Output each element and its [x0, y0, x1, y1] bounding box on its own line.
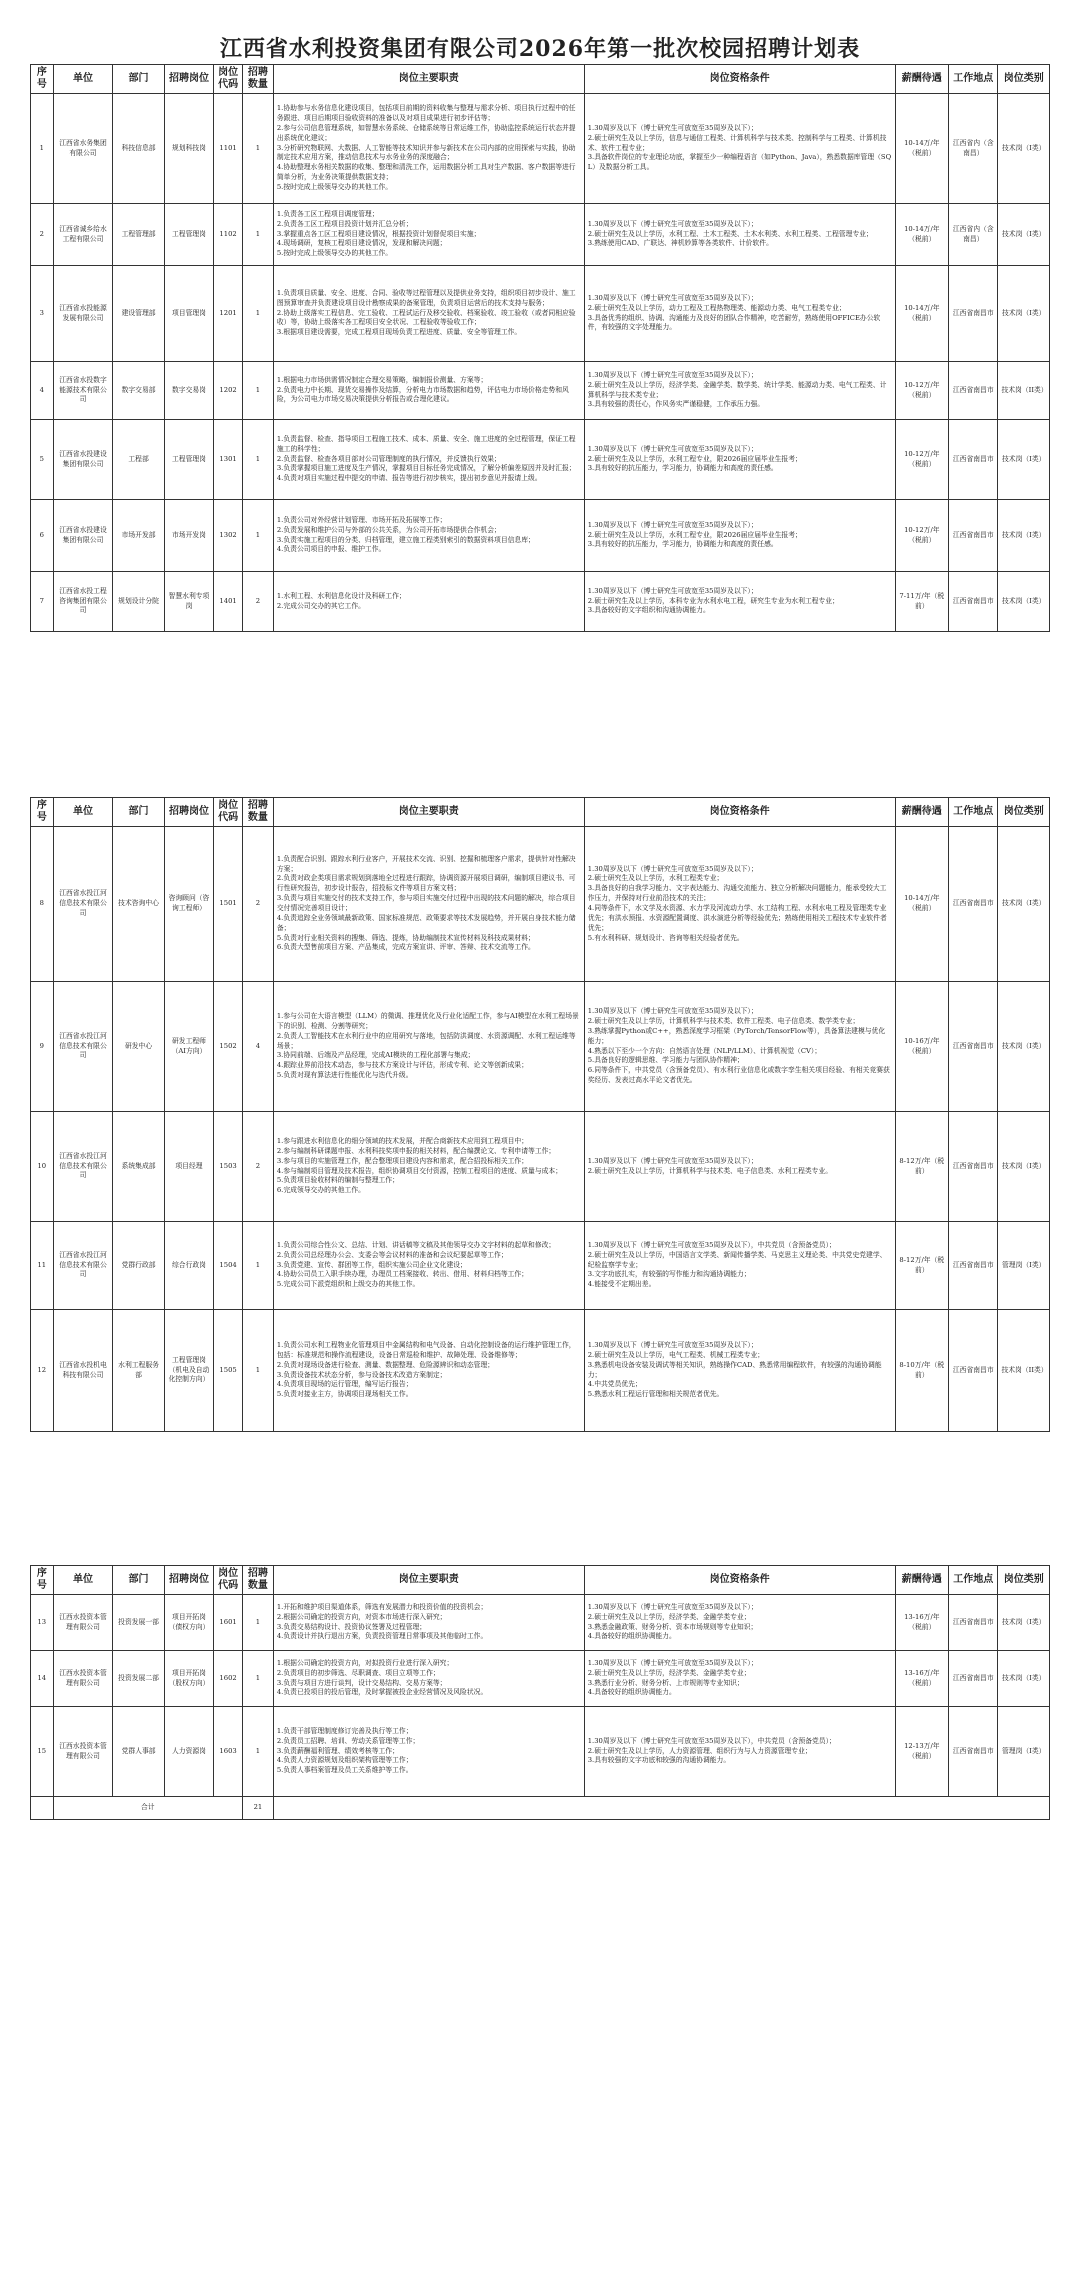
unit-cell: 江西省诚乡给水工程有限公司: [53, 204, 113, 266]
work-location-cell: 江西省南昌市: [949, 266, 998, 362]
requirements-cell: 1.30周岁及以下（博士研究生可放宽至35周岁及以下）； 2.硕士研究生及以上学历，经济学类、金融学类、数学类、统计学类、能源动力类、电气工程类、计算机科学与技术类专业； 3.具有较强的责任心，作风务实严谨稳健，工作承压力强。: [584, 362, 895, 420]
work-location-cell: 江西省南昌市: [949, 420, 998, 500]
post-cell: 工程管理岗: [164, 204, 213, 266]
row-number: 8: [31, 827, 54, 982]
post-type-cell: 技术岗（I类）: [998, 1651, 1050, 1707]
post-type-cell: 技术岗（I类）: [998, 1112, 1050, 1222]
post-code-cell: 1503: [214, 1112, 243, 1222]
work-location-cell: 江西省南昌市: [949, 500, 998, 572]
requirements-cell: 1.30周岁及以下（博士研究生可放宽至35周岁及以下）； 2.硕士研究生及以上学历，本科专业为水利水电工程，研究生专业为水利工程专业； 3.具备较好的文字组织和沟通协调能力。: [584, 572, 895, 632]
work-location-cell: 江西省南昌市: [949, 827, 998, 982]
table-row: [31, 827, 1050, 982]
work-location-cell: 江西省南昌市: [949, 1112, 998, 1222]
header-department-cell: 部门: [113, 1566, 164, 1595]
post-code-cell: 1102: [214, 204, 243, 266]
requirements-cell: 1.30周岁及以下（博士研究生可放宽至35周岁及以下）； 2.硕士研究生及以上学历，计算机科学与技术类、电子信息类、水利工程类专业。: [584, 1112, 895, 1222]
row-number: 13: [31, 1595, 54, 1651]
work-location-cell: 江西省南昌市: [949, 362, 998, 420]
department-cell: 投资发展一部: [113, 1595, 164, 1651]
row-number: 7: [31, 572, 54, 632]
header-post-cell: 招聘岗位: [164, 1566, 213, 1595]
total-label: 合计: [53, 1797, 242, 1820]
duties-cell: 1.参与跟进水利信息化的细分领域的技术发展，并配合商新技术应用到工程项目中； 2.参与编制科研课题申报、水利科技奖项申报的相关材料，配合编撰论文、专利申请等工作； 3.参与项目的实施管理工作，配合整理项目建设内容和需求，配合招投标相关工作； 4.参与编制项目管理及技术报告，组织协调项目交付资源，控制工程项目的进度、质量与成本； 5.负责项目验收材料的编制与整理工作； 6.完成领导交办的其他工作。: [273, 1112, 584, 1222]
header-salary-cell: 薪酬待遇: [895, 65, 949, 94]
salary-cell: 10-14万/年（税前）: [895, 204, 949, 266]
unit-cell: 江西省水投江河信息技术有限公司: [53, 1222, 113, 1310]
requirements-cell: 1.30周岁及以下（博士研究生可放宽至35周岁及以下）； 2.硕士研究生及以上学历，动力工程及工程热物理类、能源动力类、电气工程类专业； 3.具备优秀的组织、协调、沟通能力及良好的团队合作精神，吃苦耐劳，熟练使用OFFICE办公软件，有较强的文字处理能力。: [584, 266, 895, 362]
hire-count-cell: 1: [242, 362, 273, 420]
post-cell: 研发工程师（AI方向）: [164, 982, 213, 1112]
post-code-cell: 1202: [214, 362, 243, 420]
hire-count-cell: 1: [242, 94, 273, 204]
hire-count-cell: 1: [242, 500, 273, 572]
post-cell: 人力资源岗: [164, 1707, 213, 1797]
salary-cell: 10-16万/年（税前）: [895, 982, 949, 1112]
salary-cell: 13-16万/年（税前）: [895, 1595, 949, 1651]
hire-count-cell: 2: [242, 827, 273, 982]
post-code-cell: 1501: [214, 827, 243, 982]
header-salary-cell: 薪酬待遇: [895, 1566, 949, 1595]
unit-cell: 江西省水投江河信息技术有限公司: [53, 827, 113, 982]
post-cell: 综合行政岗: [164, 1222, 213, 1310]
header-post-type-cell: 岗位类别: [998, 1566, 1050, 1595]
row-number: 6: [31, 500, 54, 572]
department-cell: 系统集成部: [113, 1112, 164, 1222]
header-work-location-cell: 工作地点: [949, 1566, 998, 1595]
row-number: 2: [31, 204, 54, 266]
header-department-cell: 部门: [113, 798, 164, 827]
requirements-cell: 1.30周岁及以下（博士研究生可放宽至35周岁及以下）； 2.硕士研究生及以上学历，水利工程、土木工程类、土木水利类、水利工程类、工程管理专业； 3.熟练使用CAD、广联达、神机妙算等各类软件、计价软件。: [584, 204, 895, 266]
table-row: [31, 1112, 1050, 1222]
salary-cell: 10-12万/年（税前）: [895, 362, 949, 420]
salary-cell: 10-12万/年（税前）: [895, 420, 949, 500]
post-code-cell: 1504: [214, 1222, 243, 1310]
hire-count-cell: 1: [242, 1222, 273, 1310]
table-row: [31, 362, 1050, 420]
header-post-code-cell: 岗位代码: [214, 1566, 243, 1595]
work-location-cell: 江西省内（含南昌）: [949, 94, 998, 204]
department-cell: 投资发展二部: [113, 1651, 164, 1707]
unit-cell: 江西水投资本管理有限公司: [53, 1707, 113, 1797]
post-type-cell: 技术岗（I类）: [998, 94, 1050, 204]
work-location-cell: 江西省南昌市: [949, 982, 998, 1112]
page-title: 江西省水利投资集团有限公司2026年第一批次校园招聘计划表: [219, 36, 861, 62]
requirements-cell: 1.30周岁及以下（博士研究生可放宽至35周岁及以下）； 2.硕士研究生及以上学历，经济学类、金融学类专业； 3.熟悉行业分析、财务分析、上市规则等专业知识； 4.具备较好的组织协调能力。: [584, 1651, 895, 1707]
salary-cell: 10-14万/年（税前）: [895, 94, 949, 204]
hire-count-cell: 1: [242, 266, 273, 362]
post-code-cell: 1401: [214, 572, 243, 632]
post-cell: 工程管理岗（机电及自动化控制方向）: [164, 1310, 213, 1432]
hire-count-cell: 1: [242, 1651, 273, 1707]
post-type-cell: 技术岗（I类）: [998, 827, 1050, 982]
salary-cell: 8-12万/年（税前）: [895, 1222, 949, 1310]
header-unit-cell: 单位: [53, 798, 113, 827]
header-salary-cell: 薪酬待遇: [895, 798, 949, 827]
requirements-cell: 1.30周岁及以下（博士研究生可放宽至35周岁及以下），中共党员（含预备党员）； 2.硕士研究生及以上学历，中国语言文学类、新闻传播学类、马克思主义理论类、中共党史党建学、纪检监察学专业； 3.文字功底扎实，有较强的写作能力和沟通协调能力； 4.能接受不定期出差。: [584, 1222, 895, 1310]
post-cell: 项目管理岗: [164, 266, 213, 362]
row-number: 1: [31, 94, 54, 204]
department-cell: 工程部: [113, 420, 164, 500]
duties-cell: 1.负责各工区工程项目调度管理； 2.负责各工区工程项目投资计划并汇总分析； 3.掌握重点各工区工程项目建设情况，根据投资计划督促项目实施； 4.现场调研，复核工程项目建设情况，发现和解决问题； 5.按时完成上级领导交办的其他工作。: [273, 204, 584, 266]
header-work-location-cell: 工作地点: [949, 65, 998, 94]
unit-cell: 江西省水投能源发展有限公司: [53, 266, 113, 362]
department-cell: 规划设计分院: [113, 572, 164, 632]
department-cell: 水利工程服务部: [113, 1310, 164, 1432]
salary-cell: 10-14万/年（税前）: [895, 827, 949, 982]
recruitment-table-part-3: [30, 1565, 1050, 1820]
header-post-code-cell: 岗位代码: [214, 65, 243, 94]
department-cell: 数字交易部: [113, 362, 164, 420]
salary-cell: 8-10万/年（税前）: [895, 1310, 949, 1432]
header-department-cell: 部门: [113, 65, 164, 94]
total-row: [31, 1797, 1050, 1820]
unit-cell: 江西省水投建设集团有限公司: [53, 420, 113, 500]
salary-cell: 10-12万/年（税前）: [895, 500, 949, 572]
hire-count-cell: 1: [242, 1310, 273, 1432]
header-unit-cell: 单位: [53, 1566, 113, 1595]
post-code-cell: 1201: [214, 266, 243, 362]
unit-cell: 江西省水投数字能源技术有限公司: [53, 362, 113, 420]
header-requirements-cell: 岗位资格条件: [584, 1566, 895, 1595]
duties-cell: 1.负责公司水利工程物业化管理项目中金属结构和电气设备、自动化控制设备的运行维护管理工作，包括：标准规范和操作流程建设，设备日常巡检和维护、故障处理、设备维修等； 2.负责对现场设备进行检查、测量、数据整理、危险源辨识和动态管理； 3.负责设备技术状态分析，参与设备技术改造方案制定； 4.负责项目现场的运行管理，编写运行报告； 5.负责对接业主方，协调项目现场相关工作。: [273, 1310, 584, 1432]
unit-cell: 江西水投资本管理有限公司: [53, 1595, 113, 1651]
hire-count-cell: 4: [242, 982, 273, 1112]
recruitment-table-part-2: [30, 797, 1050, 1432]
post-type-cell: 技术岗（I类）: [998, 982, 1050, 1112]
department-cell: 党群人事部: [113, 1707, 164, 1797]
department-cell: 党群行政部: [113, 1222, 164, 1310]
post-code-cell: 1603: [214, 1707, 243, 1797]
header-work-location-cell: 工作地点: [949, 798, 998, 827]
work-location-cell: 江西省南昌市: [949, 1707, 998, 1797]
table-row: [31, 1595, 1050, 1651]
salary-cell: 12-13万/年（税前）: [895, 1707, 949, 1797]
header-requirements-cell: 岗位资格条件: [584, 65, 895, 94]
table-row: [31, 1222, 1050, 1310]
table-row: [31, 1651, 1050, 1707]
row-number: 9: [31, 982, 54, 1112]
post-cell: 咨询顾问（咨询工程师）: [164, 827, 213, 982]
header-duties-cell: 岗位主要职责: [273, 1566, 584, 1595]
hire-count-cell: 2: [242, 1112, 273, 1222]
work-location-cell: 江西省南昌市: [949, 1222, 998, 1310]
requirements-cell: 1.30周岁及以下（博士研究生可放宽至35周岁及以下）； 2.硕士研究生及以上学历，水利工程专业，限2026届应届毕业生报考； 3.具有较好的抗压能力，学习能力，协调能力和高度的责任感。: [584, 420, 895, 500]
row-number: 10: [31, 1112, 54, 1222]
header-hire-count-cell: 招聘数量: [242, 1566, 273, 1595]
hire-count-cell: 1: [242, 1595, 273, 1651]
header-hire-count-cell: 招聘数量: [242, 65, 273, 94]
table-row: [31, 94, 1050, 204]
work-location-cell: 江西省内（含南昌）: [949, 204, 998, 266]
post-code-cell: 1502: [214, 982, 243, 1112]
unit-cell: 江西省水投工程咨询集团有限公司: [53, 572, 113, 632]
header-post-cell: 招聘岗位: [164, 798, 213, 827]
duties-cell: 1.协助参与水务信息化建设项目，包括项目前期的资料收集与整理与需求分析、项目执行过程中的任务跟进、项目后期项目验收资料的准备以及对项目成果进行初步评估等； 2.参与公司信息管理系统，如智慧水务系统、仓储系统等日常运维工作，协助监控系统运行状态并提出系统优化建议； 3.分析研究物联网、大数据、人工智能等技术知识并参与新技术在公司内部的应用探索与实践，协助制定技术应用方案，推动信息技术与水务业务的深度融合； 4.协助整理水务相关数据的收集、整理和清洗工作，运用数据分析工具对生产数据、客户数据等进行简单分析，为业务决策提供数据支持； 5.按时完成上级领导交办的其他工作。: [273, 94, 584, 204]
row-number: 11: [31, 1222, 54, 1310]
table-row: [31, 204, 1050, 266]
post-code-cell: 1505: [214, 1310, 243, 1432]
table-row: [31, 982, 1050, 1112]
header-row-number: 序号: [31, 65, 54, 94]
requirements-cell: 1.30周岁及以下（博士研究生可放宽至35周岁及以下）； 2.硕士研究生及以上学历，水利工程类专业； 3.具备良好的自我学习能力、文字表达能力、沟通交流能力、独立分析解决问题能力，能承受较大工作压力，并保持对行业前沿技术的关注； 4.同等条件下，水文学及水资源、水力学及河流动力学、水工结构工程、水利水电工程及管理类专业优先；有洪水预报、水资源配置调度、洪水演进分析等经验优先；熟练使用相关工程技术专业软件者优先； 5.有水利科研、规划设计、咨询等相关经验者优先。: [584, 827, 895, 982]
post-cell: 项目开拓岗（债权方向）: [164, 1595, 213, 1651]
hire-count-cell: 1: [242, 204, 273, 266]
duties-cell: 1.负责监督、检查、指导项目工程施工技术、成本、质量、安全、施工进度的全过程管理，保证工程施工的科学性； 2.负责监督、检查各项目部对公司管理制度的执行情况，并反馈执行效果； 3.负责掌握项目施工进度及生产情况，掌握项目目标任务完成情况，了解分析偏差原因并及时汇报； 4.负责对项目实施过程中提交的申请、报告等进行初步核实，提出初步意见并报请上级。: [273, 420, 584, 500]
salary-cell: 13-16万/年（税前）: [895, 1651, 949, 1707]
work-location-cell: 江西省南昌市: [949, 1310, 998, 1432]
total-empty: [273, 1797, 1049, 1820]
unit-cell: 江西省水投江河信息技术有限公司: [53, 1112, 113, 1222]
unit-cell: 江西省水投建设集团有限公司: [53, 500, 113, 572]
table-header-row: [31, 65, 1050, 94]
hire-count-cell: 1: [242, 420, 273, 500]
hire-count-cell: 2: [242, 572, 273, 632]
table-row: [31, 266, 1050, 362]
department-cell: 建设管理部: [113, 266, 164, 362]
salary-cell: 7-11万/年（税前）: [895, 572, 949, 632]
post-cell: 数字交易岗: [164, 362, 213, 420]
total-spacer: [31, 1797, 54, 1820]
recruitment-table-part-1: [30, 64, 1050, 632]
header-row-number: 序号: [31, 1566, 54, 1595]
requirements-cell: 1.30周岁及以下（博士研究生可放宽至35周岁及以下）； 2.硕士研究生及以上学历，经济学类、金融学类专业； 3.熟悉金融政策、财务分析、资本市场规则等专业知识； 4.具备较好的组织协调能力。: [584, 1595, 895, 1651]
duties-cell: 1.负责配合识别、跟踪水利行业客户，开展技术交流、识别、挖掘和梳理客户需求，提供针对性解决方案； 2.负责对政企类项目需求规划到落地全过程进行跟踪，协调资源开展项目调研，编制项目建议书、可行性研究报告，初步设计报告，招投标文件等项目方案文档； 3.负责与项目实施交付的技术支持工作，参与项目实施交付过程中出现的技术问题的解决，综合项目交付情况完善项目设计； 4.负责追踪全业务领域最新政策、国家标准规范、政策要求等技术发展趋势，并开展自身技术能力储备； 5.负责对行业相关资料的搜集、筛选、提炼，协助编制技术宣传材料及科技成果材料； 6.负责大型售前项目方案、产品集成，完成方案宣讲、评审、答辩、技术交流等工作。: [273, 827, 584, 982]
row-number: 3: [31, 266, 54, 362]
duties-cell: 1.负责公司对外经营计划管理、市场开拓及拓展等工作； 2.负责发展和维护公司与外部的公共关系，为公司开拓市场提供合作机会； 3.负责实施工程项目的分类、归档管理，建立施工程类别索引的数据资料项目信息库； 4.负责公司项目的申报、维护工作。: [273, 500, 584, 572]
requirements-cell: 1.30周岁及以下（博士研究生可放宽至35周岁及以下）； 2.硕士研究生及以上学历，水利工程专业，限2026届应届毕业生报考； 3.具有较好的抗压能力，学习能力，协调能力和高度的责任感。: [584, 500, 895, 572]
duties-cell: 1.水利工程、水利信息化设计及科研工作； 2.完成公司交办的其它工作。: [273, 572, 584, 632]
unit-cell: 江西水投资本管理有限公司: [53, 1651, 113, 1707]
header-hire-count-cell: 招聘数量: [242, 798, 273, 827]
total-count: 21: [242, 1797, 273, 1820]
post-code-cell: 1101: [214, 94, 243, 204]
header-post-code-cell: 岗位代码: [214, 798, 243, 827]
post-type-cell: 技术岗（I类）: [998, 572, 1050, 632]
post-type-cell: 技术岗（II类）: [998, 362, 1050, 420]
duties-cell: 1.负责干部管理制度修订完善及执行等工作； 2.负责员工招聘、培训、劳动关系管理等工作； 3.负责薪酬福利管理、绩效考核等工作； 4.负责人力资源规划及组织架构管理等工作； 5.负责人事档案管理及员工关系维护等工作。: [273, 1707, 584, 1797]
row-number: 15: [31, 1707, 54, 1797]
post-type-cell: 技术岗（I类）: [998, 500, 1050, 572]
unit-cell: 江西省水务集团有限公司: [53, 94, 113, 204]
duties-cell: 1.负责公司综合性公文、总结、计划、讲话稿等文稿及其他领导交办文字材料的起草和修改； 2.负责公司总经理办公会、支委会等会议材料的准备和会议纪要起草等工作； 3.负责党建、宣传、群团等工作，组织实施公司企业文化建设； 4.协助公司员工入职手续办理，办理员工档案接收、转出、借用、材料归档等工作； 5.完成公司下派党组织和上级交办的其他工作。: [273, 1222, 584, 1310]
post-type-cell: 技术岗（II类）: [998, 1310, 1050, 1432]
post-type-cell: 技术岗（I类）: [998, 420, 1050, 500]
table-row: [31, 1310, 1050, 1432]
duties-cell: 1.参与公司在大语言模型（LLM）的微调、推理优化及行业化适配工作，参与AI模型在水利工程场景下的识别、检测、分割等研究； 2.负责人工智能技术在水利行业中的应用研究与落地，包括防洪调度、水资源调配、水利工程运维等场景； 3.协同前端、后端及产品经理，完成AI模块的工程化部署与集成； 4.跟踪业界前沿技术动态，参与技术方案设计与评估，形成专利、论文等创新成果； 5.负责对现有算法进行性能优化与迭代升级。: [273, 982, 584, 1112]
unit-cell: 江西省水投江河信息技术有限公司: [53, 982, 113, 1112]
post-type-cell: 管理岗（I类）: [998, 1707, 1050, 1797]
post-code-cell: 1602: [214, 1651, 243, 1707]
row-number: 14: [31, 1651, 54, 1707]
post-cell: 工程管理岗: [164, 420, 213, 500]
hire-count-cell: 1: [242, 1707, 273, 1797]
duties-cell: 1.开拓和维护项目渠道体系，筛选有发展潜力和投资价值的投资机会； 2.根据公司确定的投资方向，对资本市场进行深入研究； 3.负责交易结构设计、投资协议签署及过程管理； 4.负责设计并执行退出方案，负责投资管理日常事项及其他临时工作。: [273, 1595, 584, 1651]
post-code-cell: 1301: [214, 420, 243, 500]
header-post-type-cell: 岗位类别: [998, 798, 1050, 827]
department-cell: 工程管理部: [113, 204, 164, 266]
department-cell: 科技信息部: [113, 94, 164, 204]
post-cell: 项目经理: [164, 1112, 213, 1222]
unit-cell: 江西省水投机电科技有限公司: [53, 1310, 113, 1432]
duties-cell: 1.负责项目质量、安全、进度、合同、验收等过程管理以及提供业务支持，组织项目初步设计、施工图预算审查并负责建设项目设计勘察成果的备案管理，负责项目运营后的技术支持与服务； 2.协助上级落实工程信息、完工验收、工程试运行及移交验收、档案验收、竣工验收（或者同相应验收）等，协助上级落实各工程项目安全状况、工程验收等验收工作； 3.根据项目建设需要，完成工程项目现场负责工程进度、质量、安全等管理工作。: [273, 266, 584, 362]
row-number: 5: [31, 420, 54, 500]
post-cell: 市场开发岗: [164, 500, 213, 572]
table-header-row: [31, 1566, 1050, 1595]
duties-cell: 1.根据电力市场供需情况制定合理交易策略，编制报价测量、方案等； 2.负责电力中长期、现货交易操作及结算，分析电力市场数据和趋势，评估电力市场价格走势和风险，为公司电力市场交易决策提供分析报告或合理化建议。: [273, 362, 584, 420]
work-location-cell: 江西省南昌市: [949, 1595, 998, 1651]
requirements-cell: 1.30周岁及以下（博士研究生可放宽至35周岁及以下），中共党员（含预备党员）； 2.硕士研究生及以上学历，人力资源管理、组织行为与人力资源管理专业； 3.具有较强的文字功底和较强的沟通协调能力。: [584, 1707, 895, 1797]
post-cell: 项目开拓岗（股权方向）: [164, 1651, 213, 1707]
post-code-cell: 1302: [214, 500, 243, 572]
table-row: [31, 1707, 1050, 1797]
post-type-cell: 技术岗（I类）: [998, 1595, 1050, 1651]
requirements-cell: 1.30周岁及以下（博士研究生可放宽至35周岁及以下）； 2.硕士研究生及以上学历，信息与通信工程类、计算机科学与技术类、控制科学与工程类、计算机技术、软件工程专业； 3.具备软件岗位的专业理论功底，掌握至少一种编程语言（如Python、Java），熟悉数据库管理（SQL）及数据分析工具。: [584, 94, 895, 204]
header-duties-cell: 岗位主要职责: [273, 65, 584, 94]
salary-cell: 8-12万/年（税前）: [895, 1112, 949, 1222]
header-post-type-cell: 岗位类别: [998, 65, 1050, 94]
post-cell: 智慧水利专项岗: [164, 572, 213, 632]
header-requirements-cell: 岗位资格条件: [584, 798, 895, 827]
work-location-cell: 江西省南昌市: [949, 572, 998, 632]
header-post-cell: 招聘岗位: [164, 65, 213, 94]
post-type-cell: 技术岗（I类）: [998, 266, 1050, 362]
duties-cell: 1.根据公司确定的投资方向，对拟投资行业进行深入研究； 2.负责项目的初步筛选、尽职调查、项目立项等工作； 3.负责与项目方进行谈判，设计交易结构、交易方案等； 4.负责已投项目的投后管理，及时掌握被投企业经营情况及风险状况。: [273, 1651, 584, 1707]
header-duties-cell: 岗位主要职责: [273, 798, 584, 827]
row-number: 4: [31, 362, 54, 420]
work-location-cell: 江西省南昌市: [949, 1651, 998, 1707]
row-number: 12: [31, 1310, 54, 1432]
department-cell: 技术咨询中心: [113, 827, 164, 982]
table-row: [31, 572, 1050, 632]
table-header-row: [31, 798, 1050, 827]
department-cell: 研发中心: [113, 982, 164, 1112]
table-row: [31, 420, 1050, 500]
department-cell: 市场开发部: [113, 500, 164, 572]
post-type-cell: 技术岗（I类）: [998, 204, 1050, 266]
header-unit-cell: 单位: [53, 65, 113, 94]
salary-cell: 10-14万/年（税前）: [895, 266, 949, 362]
post-code-cell: 1601: [214, 1595, 243, 1651]
table-row: [31, 500, 1050, 572]
requirements-cell: 1.30周岁及以下（博士研究生可放宽至35周岁及以下）； 2.硕士研究生及以上学历，电气工程类、机械工程类专业； 3.熟悉机电设备安装及调试等相关知识，熟练操作CAD、熟悉常用编程软件，有较强的沟通协调能力； 4.中共党员优先； 5.熟悉水利工程运行管理和相关规范者优先。: [584, 1310, 895, 1432]
post-cell: 规划科技岗: [164, 94, 213, 204]
requirements-cell: 1.30周岁及以下（博士研究生可放宽至35周岁及以下）； 2.硕士研究生及以上学历，计算机科学与技术类、软件工程类、电子信息类、数学类专业； 3.熟练掌握Python或C++，熟悉深度学习框架（PyTorch/TensorFlow等），具备算法建模与优化能力； 4.熟悉以下至少一个方向：自然语言处理（NLP/LLM）、计算机视觉（CV）； 5.具备良好的逻辑思维、学习能力与团队协作精神； 6.同等条件下，中共党员（含预备党员）、有水利行业信息化或数字孪生相关项目经验、有相关竞赛获奖经历、发表过高水平论文者优先。: [584, 982, 895, 1112]
header-row-number: 序号: [31, 798, 54, 827]
post-type-cell: 管理岗（I类）: [998, 1222, 1050, 1310]
